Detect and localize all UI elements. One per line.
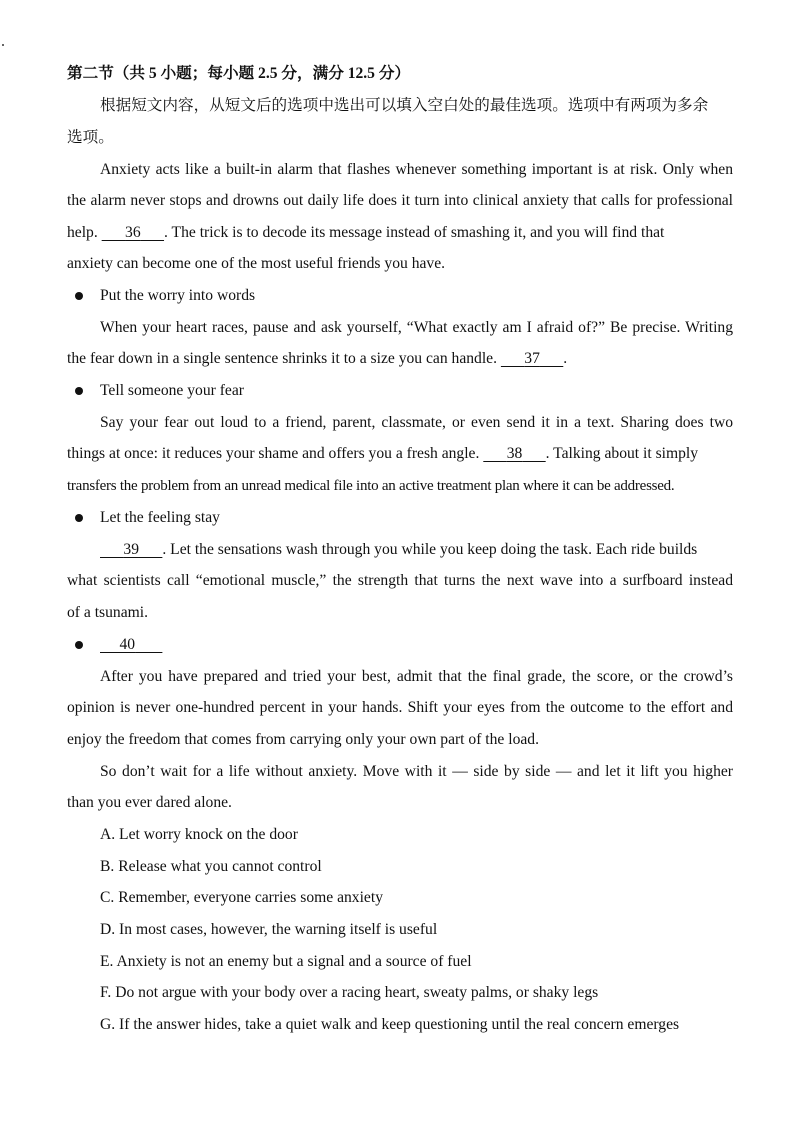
instruction-line-2: 选项。 — [67, 129, 114, 146]
closing-line-2: than you ever dared alone. — [67, 794, 232, 811]
section-2-line-2 — [67, 444, 733, 464]
section-1-line-1: When your heart races, pause and ask yourself, “What exactly am I afraid of?” Be precise. Writing — [100, 319, 733, 336]
section-3-line-1 — [100, 540, 697, 560]
option-e: E. Anxiety is not an enemy but a signal and a source of fuel — [100, 953, 472, 970]
section-2-line-2-pre: things at once: it reduces your shame and offers you a fresh angle. — [67, 445, 480, 462]
bullet-icon — [75, 514, 83, 522]
bullet-icon — [75, 387, 83, 395]
blank-40[interactable]: 40 — [119, 636, 136, 653]
section-3-line-3: of a tsunami. — [67, 604, 148, 621]
intro-line-3-post: . The trick is to decode its message instead of smashing it, and you will find that — [164, 224, 665, 241]
blank-38[interactable]: 38 — [506, 445, 523, 462]
section-1-line-2-post: . — [563, 350, 568, 367]
intro-line-2: the alarm never stops and drowns out daily life does it turn into clinical anxiety that calls for professional — [67, 192, 733, 209]
section-2-line-2-post: . Talking about it simply — [545, 445, 699, 462]
option-a: A. Let worry knock on the door — [100, 826, 298, 843]
blank-36[interactable]: 36 — [125, 224, 141, 241]
bullet-icon — [75, 641, 83, 649]
instruction-line-1: 根据短文内容，从短文后的选项中选出可以填入空白处的最佳选项。选项中有两项为多余 — [100, 97, 709, 114]
option-d: D. In most cases, however, the warning itself is useful — [100, 921, 438, 938]
section-2-line-3: transfers the problem from an unread medical file into an active treatment plan where it can be addressed. — [67, 478, 675, 494]
section-4-line-3: enjoy the freedom that comes from carrying only your own part of the load. — [67, 731, 540, 748]
intro-line-3 — [67, 223, 733, 243]
section-3-line-2: what scientists call “emotional muscle,” the strength that turns the next wave into a surfboard instead — [67, 572, 733, 589]
intro-line-3-pre: help. — [67, 224, 98, 241]
section-3-line-1-post: . Let the sensations wash through you while you keep doing the task. Each ride builds — [162, 541, 698, 558]
option-c: C. Remember, everyone carries some anxiety — [100, 889, 383, 906]
blank-37[interactable]: 37 — [524, 350, 540, 367]
option-f: F. Do not argue with your body over a racing heart, sweaty palms, or shaky legs — [100, 984, 599, 1001]
option-g: G. If the answer hides, take a quiet walk and keep questioning until the real concern emerges — [100, 1016, 680, 1033]
section-2-line-1: Say your fear out loud to a friend, parent, classmate, or even send it in a text. Sharing does two — [100, 414, 733, 431]
section-1-line-2-pre: the fear down in a single sentence shrinks it to a size you can handle. — [67, 350, 497, 367]
blank-39[interactable]: 39 — [123, 541, 139, 558]
section-1-heading: Put the worry into words — [100, 287, 256, 304]
section-4-line-2: opinion is never one-hundred percent in your hands. Shift your eyes from the outcome to the effort and — [67, 699, 733, 716]
section-3-heading: Let the feeling stay — [100, 509, 220, 526]
bullet-icon — [75, 292, 83, 300]
intro-line-1: Anxiety acts like a built-in alarm that flashes whenever something important is at risk. Only when — [100, 161, 733, 178]
section-4-line-1: After you have prepared and tried your best, admit that the final grade, the score, or the crowd’s — [100, 668, 733, 685]
intro-line-4: anxiety can become one of the most useful friends you have. — [67, 255, 446, 272]
section-1-line-2 — [67, 349, 567, 369]
section-title: 第二节（共 5 小题；每小题 2.5 分，满分 12.5 分） — [67, 65, 411, 82]
section-4-heading — [100, 635, 162, 655]
scan-speck — [2, 44, 4, 46]
section-2-heading: Tell someone your fear — [100, 382, 244, 399]
option-b: B. Release what you cannot control — [100, 858, 322, 875]
closing-line-1: So don’t wait for a life without anxiety. Move with it — side by side — and let it lift you higher — [100, 763, 733, 780]
